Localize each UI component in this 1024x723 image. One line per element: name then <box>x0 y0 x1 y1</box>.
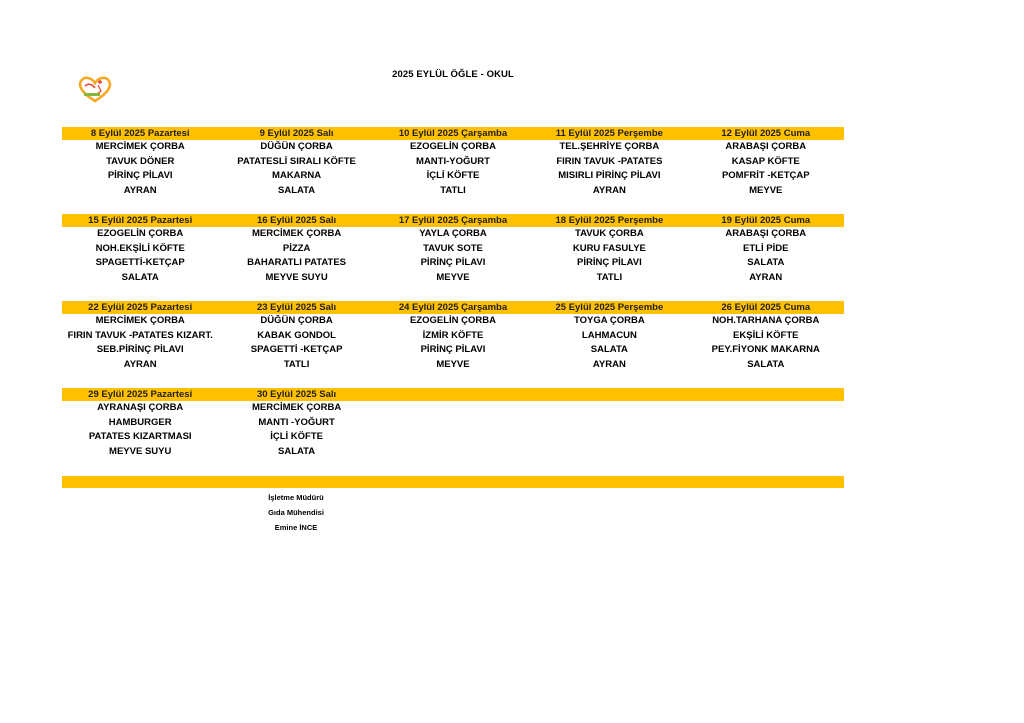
menu-item: NOH.TARHANA ÇORBA <box>712 315 820 326</box>
menu-item: AYRAN <box>749 271 783 283</box>
week-header-band <box>62 127 844 140</box>
menu-item: AYRANAŞI ÇORBA <box>97 402 184 413</box>
menu-item: MAKARNA <box>272 170 322 182</box>
menu-item: HAMBURGER <box>108 416 172 428</box>
menu-item: YAYLA ÇORBA <box>419 228 487 239</box>
menu-item: MANTI-YOĞURT <box>416 155 490 167</box>
menu-item <box>531 445 687 460</box>
menu-item: İZMİR KÖFTE <box>422 329 484 341</box>
day-date-header: 16 Eylül 2025 Salı <box>256 215 337 226</box>
week-menu-row <box>62 401 844 459</box>
day-date-header: 29 Eylül 2025 Pazartesi <box>88 389 193 400</box>
day-date-header: 11 Eylül 2025 Perşembe <box>555 128 663 139</box>
menu-item <box>531 430 687 445</box>
week-block <box>62 214 844 301</box>
day-date-header: 15 Eylül 2025 Pazartesi <box>88 215 193 226</box>
signature-block <box>218 490 374 535</box>
day-date-header: 17 Eylül 2025 Çarşamba <box>398 215 508 226</box>
day-menu-column <box>531 227 687 285</box>
day-menu-column <box>531 314 687 372</box>
menu-item: MEYVE <box>436 358 470 370</box>
week-block <box>62 127 844 214</box>
menu-item: DÜĞÜN ÇORBA <box>260 141 333 152</box>
menu-item: PATATES KIZARTMASI <box>88 431 192 443</box>
menu-item <box>531 416 687 431</box>
day-menu-column <box>375 140 531 198</box>
menu-item: MERCİMEK ÇORBA <box>251 228 342 239</box>
menu-item <box>375 416 531 431</box>
day-menu-column <box>62 401 218 459</box>
day-date-header: 18 Eylül 2025 Perşembe <box>555 215 664 226</box>
menu-item <box>531 401 687 416</box>
menu-item <box>688 401 844 416</box>
day-date-header: 30 Eylül 2025 Salı <box>256 389 337 400</box>
menu-item: EZOGELİN ÇORBA <box>409 141 496 152</box>
menu-item: PİZZA <box>282 242 311 254</box>
menu-item: AYRAN <box>592 358 626 370</box>
day-menu-column <box>375 227 531 285</box>
day-date-header: 23 Eylül 2025 Salı <box>256 302 337 313</box>
menu-item: TATLI <box>283 358 310 370</box>
menu-item: SPAGETTİ-KETÇAP <box>95 257 185 269</box>
menu-item: SALATA <box>121 271 159 283</box>
menu-item: KURU FASULYE <box>572 242 646 254</box>
menu-item: MISIRLI PİRİNÇ PİLAVI <box>558 170 661 182</box>
menu-item <box>688 430 844 445</box>
menu-item: MANTI -YOĞURT <box>258 416 335 428</box>
day-menu-column <box>218 401 374 459</box>
day-date-header: 22 Eylül 2025 Pazartesi <box>88 302 193 313</box>
day-date-header <box>688 388 844 401</box>
week-menu-row <box>62 314 844 372</box>
day-menu-column <box>62 314 218 372</box>
day-date-header: 10 Eylül 2025 Çarşamba <box>398 128 508 139</box>
week-header-band <box>62 388 844 401</box>
menu-item: İÇLİ KÖFTE <box>426 170 480 182</box>
menu-item: PİRİNÇ PİLAVI <box>576 257 642 269</box>
day-date-header: 26 Eylül 2025 Cuma <box>721 302 811 313</box>
signature-profession: Gıda Mühendisi <box>268 508 324 517</box>
menu-item: SPAGETTİ -KETÇAP <box>250 344 343 356</box>
menu-item: SALATA <box>278 445 316 457</box>
week-header-band <box>62 214 844 227</box>
menu-item: FIRIN TAVUK -PATATES KIZART. <box>67 329 213 341</box>
day-date-header: 25 Eylül 2025 Perşembe <box>555 302 664 313</box>
menu-item: EZOGELİN ÇORBA <box>409 315 496 326</box>
menu-item <box>375 430 531 445</box>
menu-item: AYRAN <box>123 358 157 370</box>
menu-item: POMFRİT -KETÇAP <box>721 170 810 182</box>
week-header-band <box>62 301 844 314</box>
signature-title: İşletme Müdürü <box>268 493 324 502</box>
day-menu-column <box>218 140 374 198</box>
day-menu-column <box>688 227 844 285</box>
day-date-header: 12 Eylül 2025 Cuma <box>721 128 811 139</box>
day-date-header: 8 Eylül 2025 Pazartesi <box>90 128 190 139</box>
menu-item: BAHARATLI PATATES <box>247 257 347 269</box>
menu-item: MEYVE SUYU <box>265 271 328 283</box>
menu-item: MEYVE SUYU <box>109 445 172 457</box>
menu-item: PEY.FİYONK MAKARNA <box>711 344 820 356</box>
menu-item: MEYVE <box>436 271 470 283</box>
menu-item: TAVUK DÖNER <box>106 155 175 167</box>
menu-item: AYRAN <box>123 184 157 196</box>
menu-item: TOYGA ÇORBA <box>574 315 645 326</box>
day-date-header <box>531 388 687 401</box>
menu-item: NOH.EKŞİLİ KÖFTE <box>95 242 185 254</box>
menu-item: SALATA <box>747 358 785 370</box>
menu-item: LAHMACUN <box>581 329 637 341</box>
day-menu-column <box>375 401 531 459</box>
day-menu-column <box>688 401 844 459</box>
menu-item: TEL.ŞEHRİYE ÇORBA <box>559 141 660 152</box>
menu-item: EKŞİLİ KÖFTE <box>733 329 799 341</box>
week-block <box>62 301 844 388</box>
menu-item: AYRAN <box>592 184 626 196</box>
menu-item: TATLI <box>596 271 623 283</box>
menu-item: FIRIN TAVUK -PATATES <box>556 155 663 167</box>
footer-band <box>62 476 844 488</box>
menu-item <box>375 445 531 460</box>
menu-item: TAVUK ÇORBA <box>574 228 644 239</box>
signature-name: Emine İNCE <box>274 523 318 532</box>
day-menu-column <box>62 227 218 285</box>
menu-item: DÜĞÜN ÇORBA <box>260 315 333 326</box>
day-menu-column <box>62 140 218 198</box>
day-date-header: 19 Eylül 2025 Cuma <box>721 215 811 226</box>
menu-item <box>688 445 844 460</box>
menu-item: KABAK GONDOL <box>257 329 336 341</box>
menu-item: SEB.PİRİNÇ PİLAVI <box>96 344 184 356</box>
menu-item: MEYVE <box>749 184 783 196</box>
menu-item: EZOGELİN ÇORBA <box>97 228 184 239</box>
menu-item: ETLİ PİDE <box>743 242 789 254</box>
menu-item: MERCİMEK ÇORBA <box>251 402 342 413</box>
menu-item: SALATA <box>747 257 785 269</box>
menu-item: MERCİMEK ÇORBA <box>95 141 185 152</box>
menu-item: ARABAŞI ÇORBA <box>725 141 807 152</box>
day-menu-column <box>218 227 374 285</box>
menu-item: ARABAŞI ÇORBA <box>725 228 807 239</box>
day-menu-column <box>375 314 531 372</box>
menu-item: TATLI <box>440 184 466 196</box>
menu-table <box>62 127 844 475</box>
menu-item: İÇLİ KÖFTE <box>270 431 323 443</box>
day-date-header: 9 Eylül 2025 Salı <box>259 128 334 139</box>
week-menu-row <box>62 140 844 198</box>
menu-item: PİRİNÇ PİLAVI <box>420 344 486 356</box>
page-title: 2025 EYLÜL ÖĞLE - OKUL <box>392 69 514 80</box>
week-block <box>62 388 844 475</box>
menu-item: KASAP KÖFTE <box>731 155 800 167</box>
day-menu-column <box>688 140 844 198</box>
menu-item: MERCİMEK ÇORBA <box>95 315 185 326</box>
menu-item: PİRİNÇ PİLAVI <box>107 170 173 182</box>
day-menu-column <box>688 314 844 372</box>
day-date-header: 24 Eylül 2025 Çarşamba <box>398 302 508 313</box>
menu-item: PİRİNÇ PİLAVI <box>420 257 486 269</box>
menu-item: SALATA <box>590 344 628 356</box>
day-menu-column <box>218 314 374 372</box>
menu-item <box>375 401 531 416</box>
menu-item: TAVUK SOTE <box>423 242 483 254</box>
day-date-header <box>375 388 531 401</box>
menu-item: PATATESLİ SIRALI KÖFTE <box>237 155 356 167</box>
week-menu-row <box>62 227 844 285</box>
day-menu-column <box>531 401 687 459</box>
day-menu-column <box>531 140 687 198</box>
menu-item: SALATA <box>278 184 316 196</box>
menu-item <box>688 416 844 431</box>
